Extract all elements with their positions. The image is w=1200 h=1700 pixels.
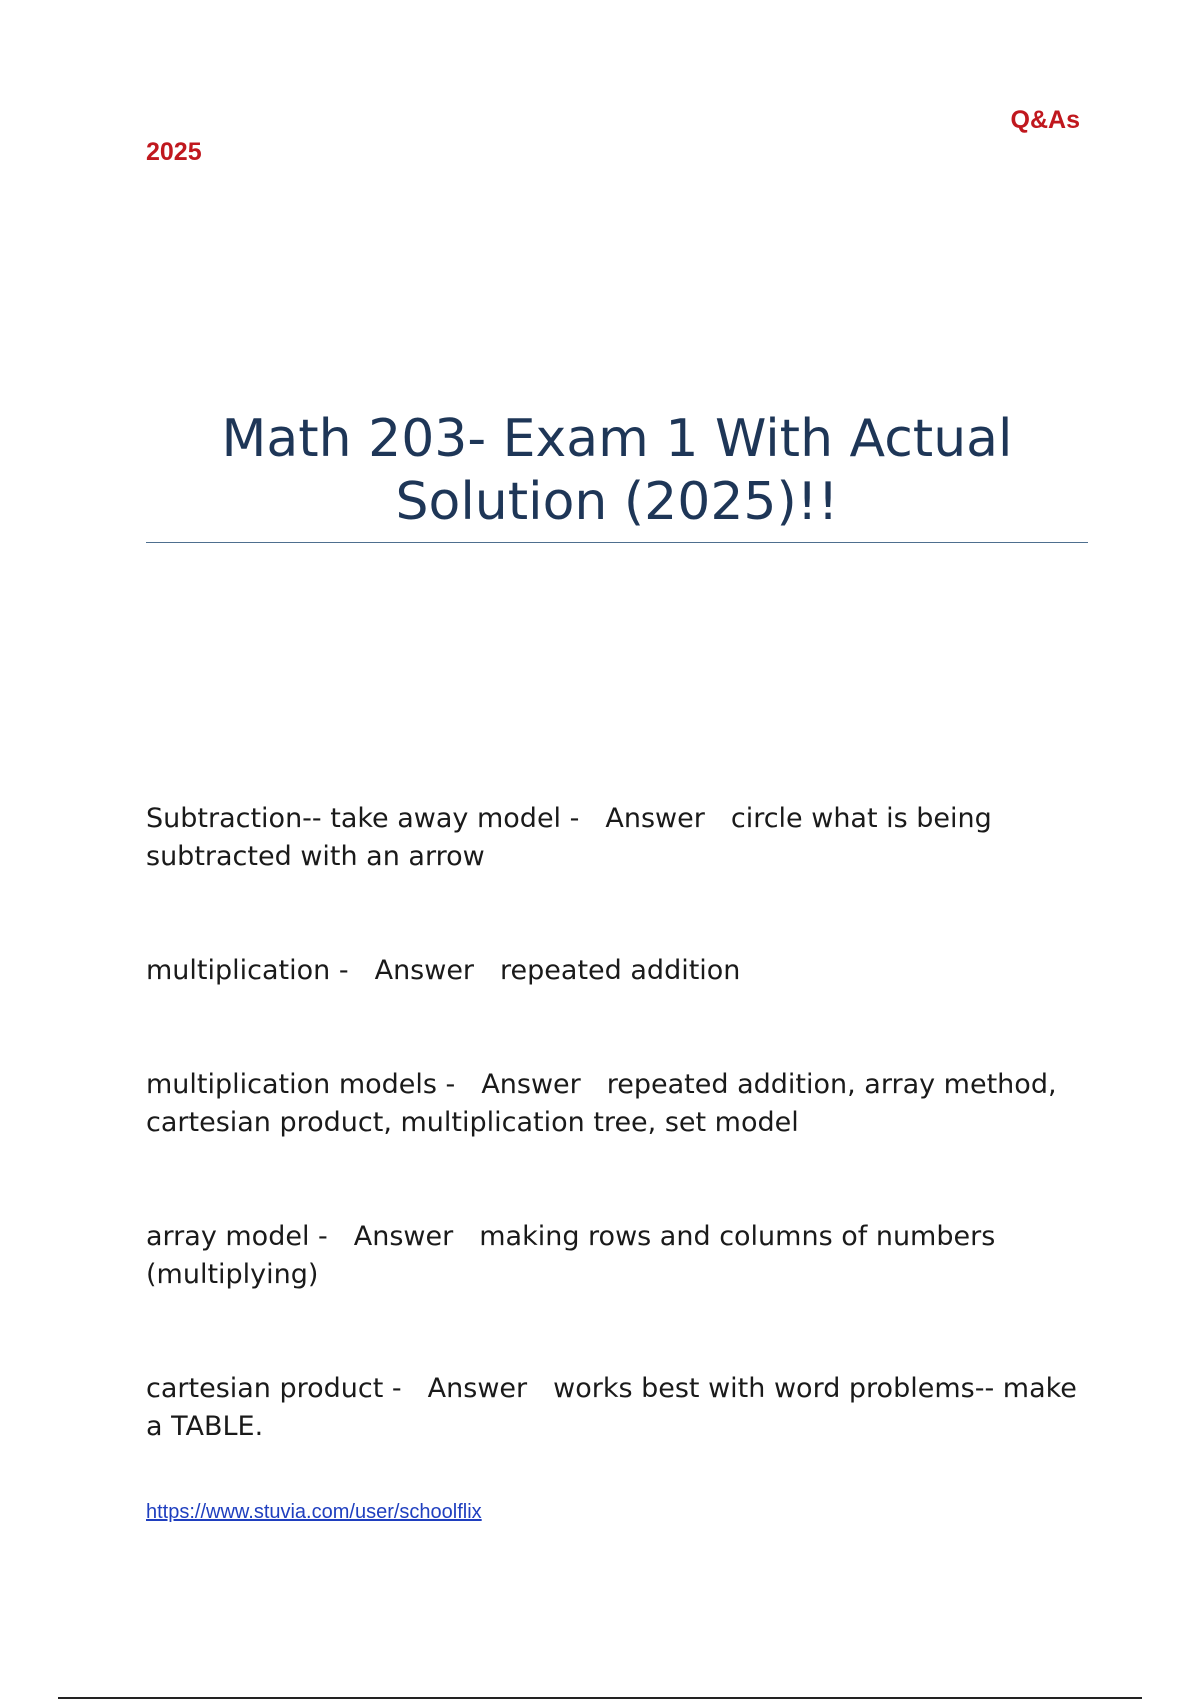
qa-term: cartesian product - [146,1373,402,1404]
document-title [146,408,1088,534]
qa-answer: works best with word problems-- make a TABLE. [146,1373,1077,1442]
profile-link[interactable]: https://www.stuvia.com/user/schoolflix [146,1501,482,1523]
qa-list [146,800,1088,1446]
answer-label: Answer [605,803,705,834]
answer-label: Answer [353,1221,454,1252]
answer-label: Answer [481,1069,581,1100]
qa-term: multiplication - [146,955,349,986]
footer-divider [58,1697,1142,1699]
qa-answer: making rows and columns of numbers (multiplying) [146,1221,996,1290]
answer-label: Answer [427,1373,528,1404]
qa-answer: repeated addition [500,955,741,986]
qa-term: multiplication models - [146,1069,456,1100]
qa-answer: circle what is being subtracted with an arrow [146,803,992,872]
qa-item [146,1370,1088,1446]
qa-term: array model - [146,1221,328,1252]
qa-term: Subtraction-- take away model - [146,803,580,834]
qa-item [146,1218,1088,1294]
title-divider [146,542,1088,543]
qas-tag: Q&As [1010,106,1080,134]
qa-answer: repeated addition, array method, cartesian product, multiplication tree, set model [146,1069,1057,1138]
qa-item [146,1066,1088,1142]
title-line-2: Solution (2025)!! [395,472,839,532]
qa-item [146,800,1088,876]
answer-label: Answer [374,955,475,986]
year-tag: 2025 [146,138,202,166]
qa-item [146,952,1088,990]
title-line-1: Math 203- Exam 1 With Actual [221,409,1013,469]
